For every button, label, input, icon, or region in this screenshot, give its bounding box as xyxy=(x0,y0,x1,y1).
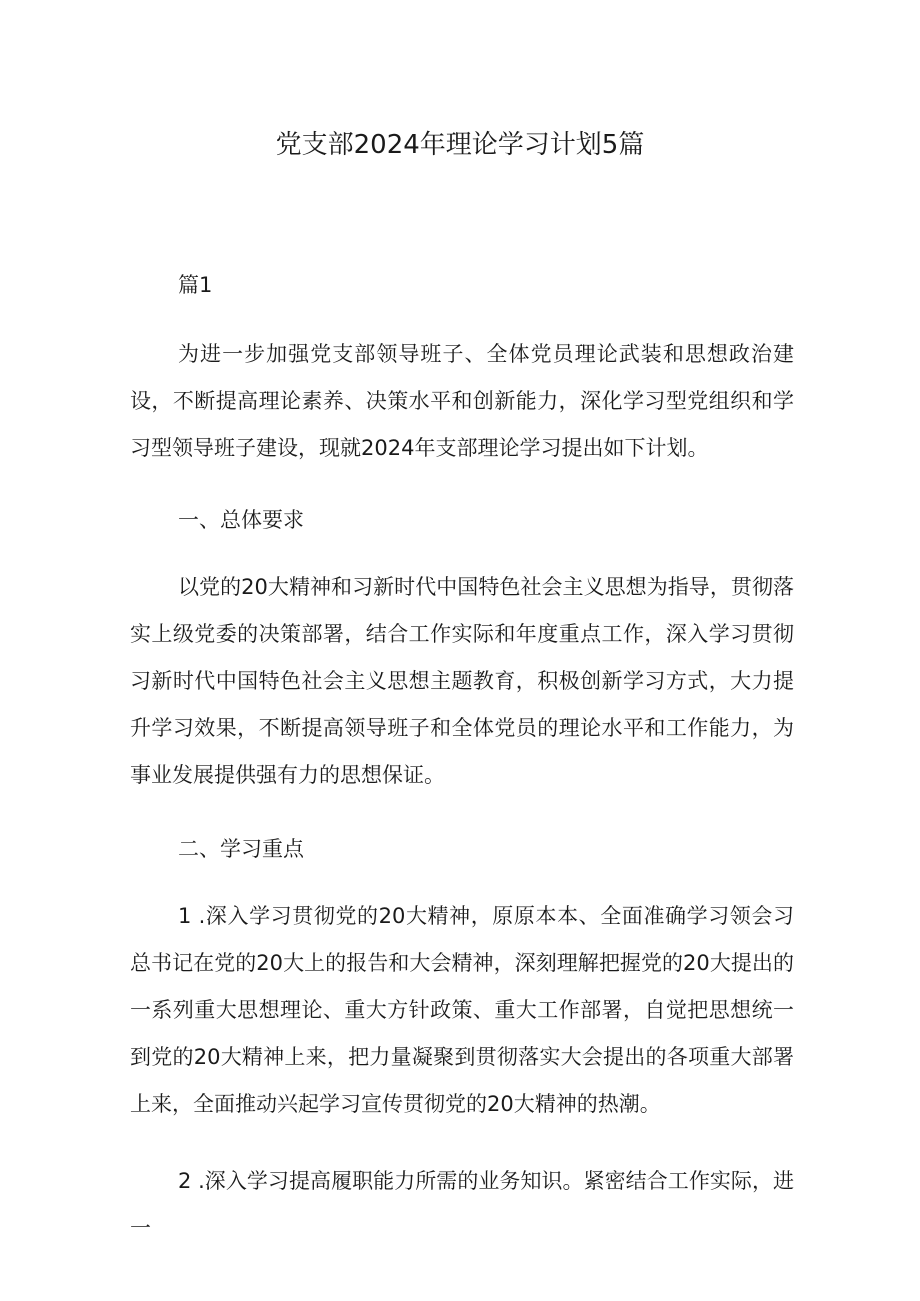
study-item-1: 1 .深入学习贯彻党的20大精神，原原本本、全面准确学习领会习总书记在党的20大上的报告和大会精神，深刻理解把握党的20大提出的一系列重大思想理论、重大方针政策、重大工作部署，自觉把思想统一到党的20大精神上来，把力量凝聚到贯彻落实大会提出的各项重大部署上来，全面推动兴起学习宣传贯彻党的20大精神的热潮。 xyxy=(130,904,794,1116)
heading-study-focus: 二、学习重点 xyxy=(178,837,304,861)
heading-general-requirements: 一、总体要求 xyxy=(178,508,304,532)
document-title: 党支部2024年理论学习计划5篇 xyxy=(275,130,645,160)
section-label: 篇1 xyxy=(178,273,213,297)
general-requirements-paragraph: 以党的20大精神和习新时代中国特色社会主义思想为指导，贯彻落实上级党委的决策部署，结合工作实际和年度重点工作，深入学习贯彻习新时代中国特色社会主义思想主题教育，积极创新学习方式，大力提升学习效果，不断提高领导班子和全体党员的理论水平和工作能力，为事业发展提供强有力的思想保证。 xyxy=(130,575,794,787)
intro-paragraph: 为进一步加强党支部领导班子、全体党员理论武装和思想政治建设，不断提高理论素养、决策水平和创新能力，深化学习型党组织和学习型领导班子建设，现就2024年支部理论学习提出如下计划。 xyxy=(130,342,794,460)
study-item-2: 2 .深入学习提高履职能力所需的业务知识。紧密结合工作实际，进一 xyxy=(130,1169,794,1240)
